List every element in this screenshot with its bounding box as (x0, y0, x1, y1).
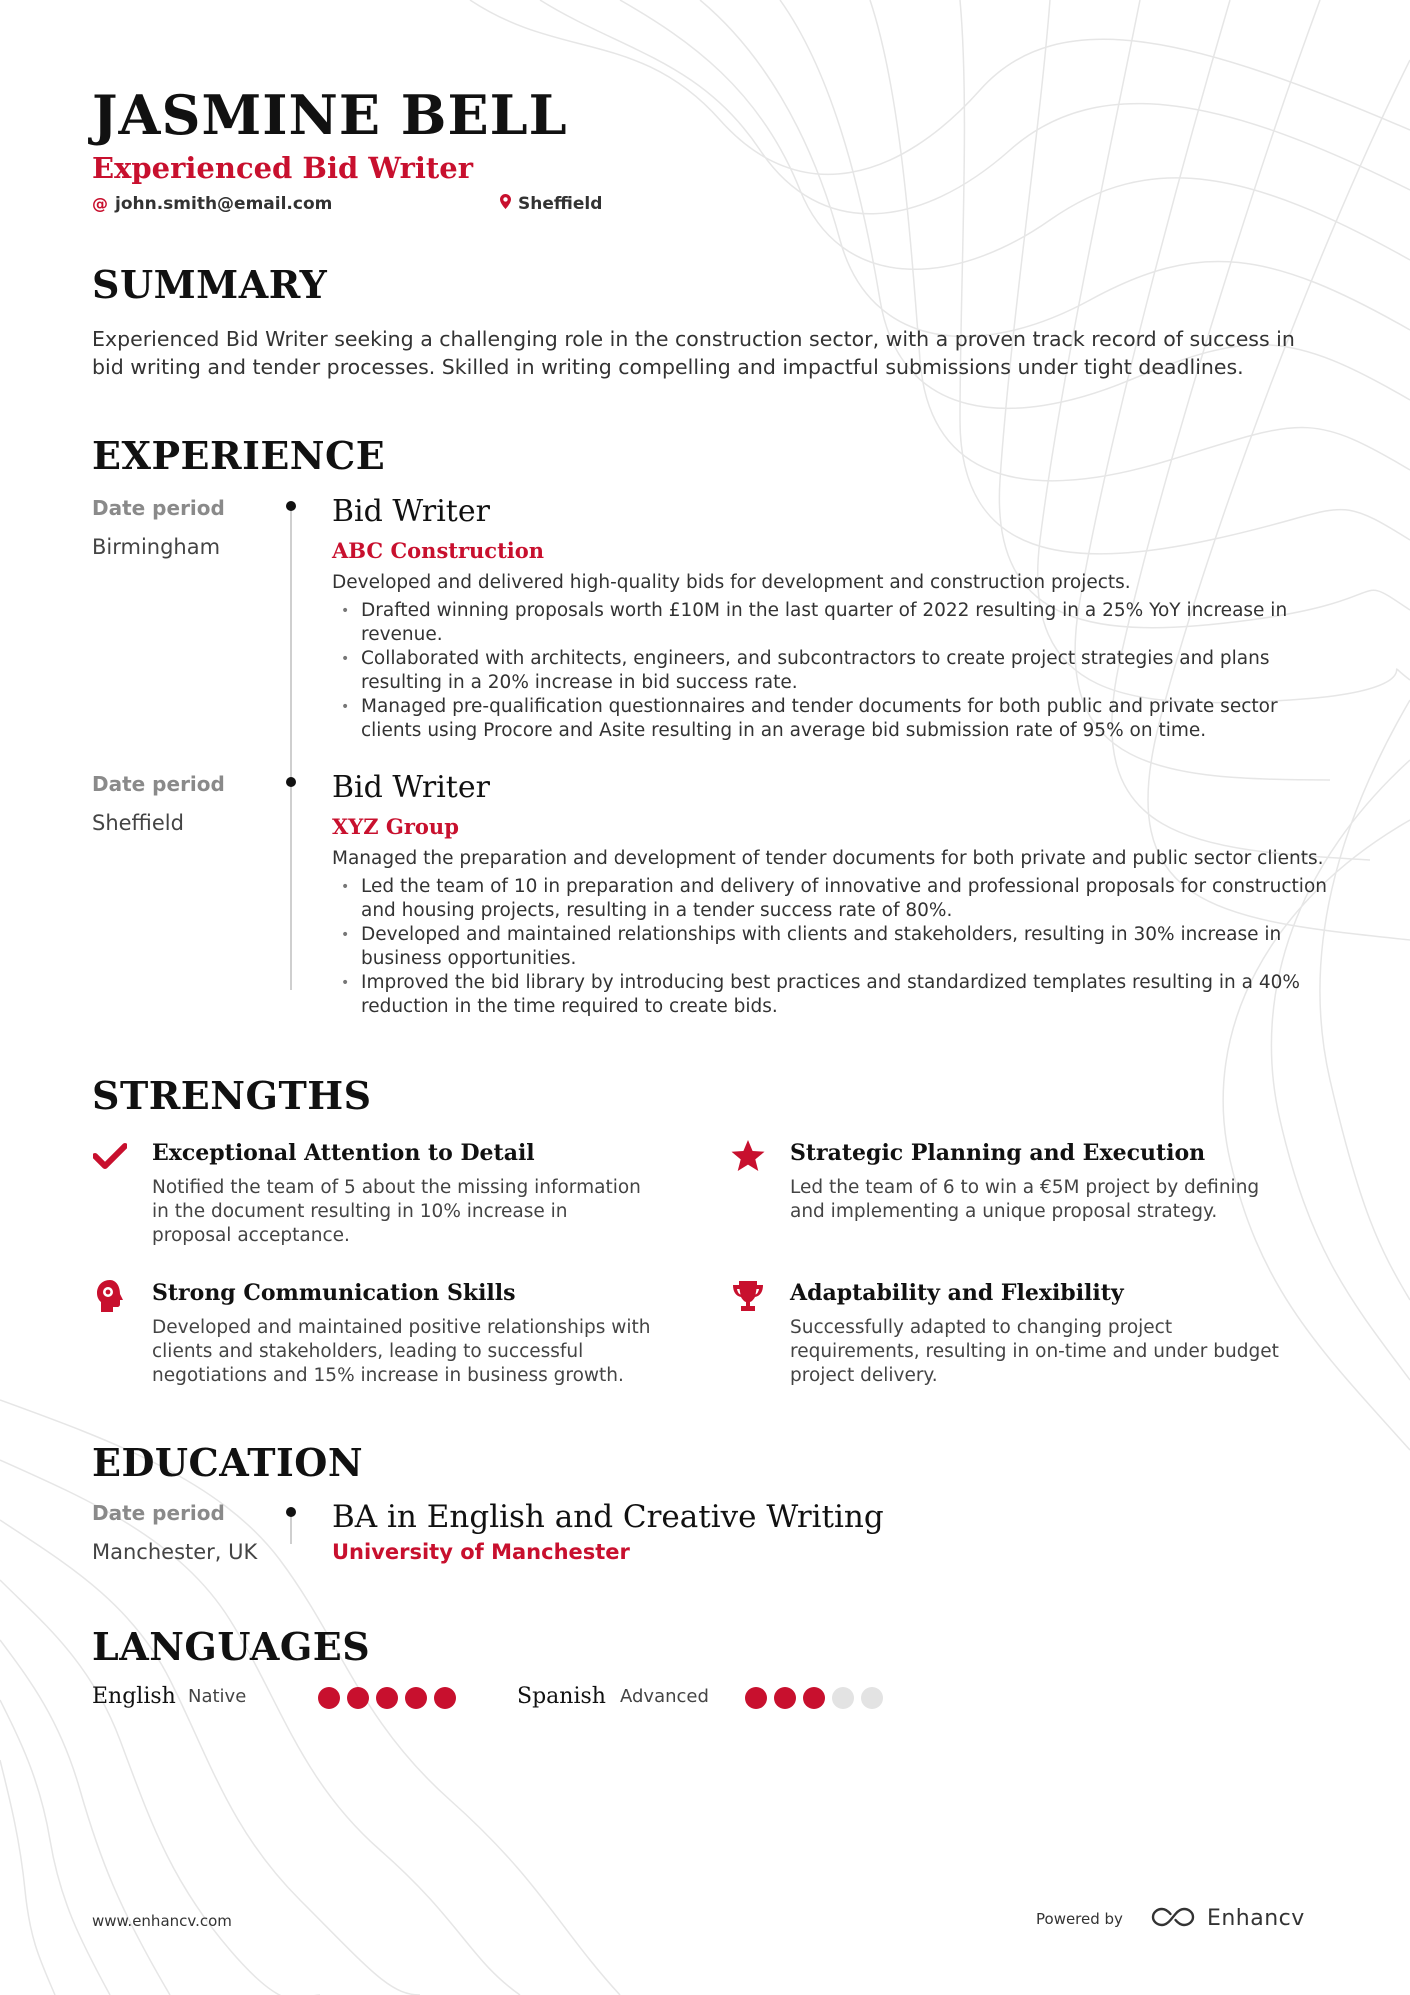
star-icon (730, 1138, 766, 1174)
powered-by-text: Powered by (1036, 1910, 1123, 1928)
experience-date: Date period (92, 496, 225, 520)
experience-heading: EXPERIENCE (92, 433, 386, 478)
contact-location (500, 193, 602, 215)
strength-description: Led the team of 6 to win a €5M project by defining and implementing a unique proposal strategy. (790, 1177, 1260, 1222)
experience-date: Date period (92, 772, 225, 796)
education-heading: EDUCATION (92, 1440, 364, 1485)
strength-description: Successfully adapted to changing project requirements, resulting in on-time and under budget project delivery. (790, 1317, 1279, 1386)
rating-dot-filled (347, 1687, 369, 1709)
languages-heading: LANGUAGES (92, 1624, 371, 1669)
strengths-heading: STRENGTHS (92, 1073, 372, 1118)
contact-email[interactable] (92, 193, 332, 215)
experience-timeline (290, 502, 292, 990)
brand-name: Enhancv (1206, 1906, 1305, 1931)
summary-heading: SUMMARY (92, 262, 328, 307)
education-date: Date period (92, 1501, 225, 1525)
timeline-dot (286, 501, 296, 511)
enhancv-logo-icon (1149, 1905, 1197, 1933)
job-bullets (332, 599, 1332, 743)
footer-branding (1036, 1905, 1305, 1933)
candidate-name: JASMINE BELL (92, 83, 568, 147)
map-pin-icon (500, 193, 511, 215)
location-text: Sheffield (518, 194, 603, 214)
strength-title: Adaptability and Flexibility (790, 1280, 1124, 1306)
experience-entry (332, 493, 1332, 743)
school-name: University of Manchester (332, 1540, 630, 1564)
rating-dot-filled (803, 1687, 825, 1709)
language-name: English (92, 1684, 176, 1709)
head-speech-icon (92, 1278, 128, 1314)
company-name: XYZ Group (332, 814, 459, 839)
language-level: Advanced (620, 1686, 709, 1707)
list-item: • Drafted winning proposals worth £10M in the last quarter of 2022 resulting in a 25% YoY increase in revenue. (332, 599, 1332, 647)
strength-title: Exceptional Attention to Detail (152, 1140, 535, 1166)
list-item: • Led the team of 10 in preparation and delivery of innovative and professional proposals for construction and housing projects, resulting in a tender success rate of 80%. (332, 875, 1332, 923)
strength-description: Developed and maintained positive relationships with clients and stakeholders, leading to successful negotiations and 15% increase in business growth. (152, 1317, 651, 1386)
language-item (517, 1682, 709, 1712)
candidate-title: Experienced Bid Writer (92, 151, 474, 185)
experience-entry (332, 769, 1332, 1019)
rating-dot-empty (861, 1687, 883, 1709)
at-icon: @ (92, 194, 108, 213)
language-item (92, 1682, 247, 1712)
experience-meta (92, 495, 267, 561)
education-meta (92, 1500, 267, 1566)
summary-text: Experienced Bid Writer seeking a challenging role in the construction sector, with a proven track record of success in bid writing and tender processes. Skilled in writing compelling and impactful submissions under tight deadlines. (92, 327, 1295, 379)
job-bullets (332, 875, 1332, 1019)
education-location: Manchester, UK (92, 1540, 258, 1564)
experience-meta (92, 771, 267, 837)
language-level: Native (188, 1686, 247, 1707)
footer-website[interactable]: www.enhancv.com (92, 1912, 232, 1930)
email-text: john.smith@email.com (115, 194, 333, 214)
experience-location: Sheffield (92, 811, 184, 835)
list-item: • Improved the bid library by introducing best practices and standardized templates resulting in a 40% reduction in the time required to create bids. (332, 971, 1332, 1019)
list-item: • Collaborated with architects, engineers, and subcontractors to create project strategies and plans resulting in a 20% increase in bid success rate. (332, 647, 1332, 695)
job-description: Managed the preparation and development of tender documents for both private and public sector clients. (332, 848, 1324, 869)
trophy-icon (730, 1278, 766, 1314)
language-name: Spanish (517, 1684, 606, 1709)
company-name: ABC Construction (332, 538, 545, 563)
checkmark-icon (92, 1138, 128, 1174)
degree-name: BA in English and Creative Writing (332, 1499, 884, 1535)
job-description: Developed and delivered high-quality bids for development and construction projects. (332, 572, 1131, 593)
strength-title: Strong Communication Skills (152, 1280, 516, 1306)
rating-dot-filled (745, 1687, 767, 1709)
rating-dot-filled (434, 1687, 456, 1709)
strength-description: Notified the team of 5 about the missing information in the document resulting in 10% increase in proposal acceptance. (152, 1177, 641, 1246)
list-item: • Developed and maintained relationships with clients and stakeholders, resulting in 30% increase in business opportunities. (332, 923, 1332, 971)
job-role: Bid Writer (332, 770, 490, 805)
rating-dot-filled (405, 1687, 427, 1709)
language-rating (745, 1687, 890, 1709)
language-rating (318, 1687, 463, 1709)
strength-title: Strategic Planning and Execution (790, 1140, 1206, 1166)
job-role: Bid Writer (332, 494, 490, 529)
education-entry (332, 1498, 1332, 1566)
rating-dot-filled (318, 1687, 340, 1709)
list-item: • Managed pre-qualification questionnaires and tender documents for both public and private sector clients using Procore and Asite resulting in an average bid submission rate of 95% on time. (332, 695, 1332, 743)
rating-dot-empty (832, 1687, 854, 1709)
timeline-dot (286, 1507, 296, 1517)
rating-dot-filled (774, 1687, 796, 1709)
timeline-dot (286, 777, 296, 787)
experience-location: Birmingham (92, 535, 221, 559)
rating-dot-filled (376, 1687, 398, 1709)
